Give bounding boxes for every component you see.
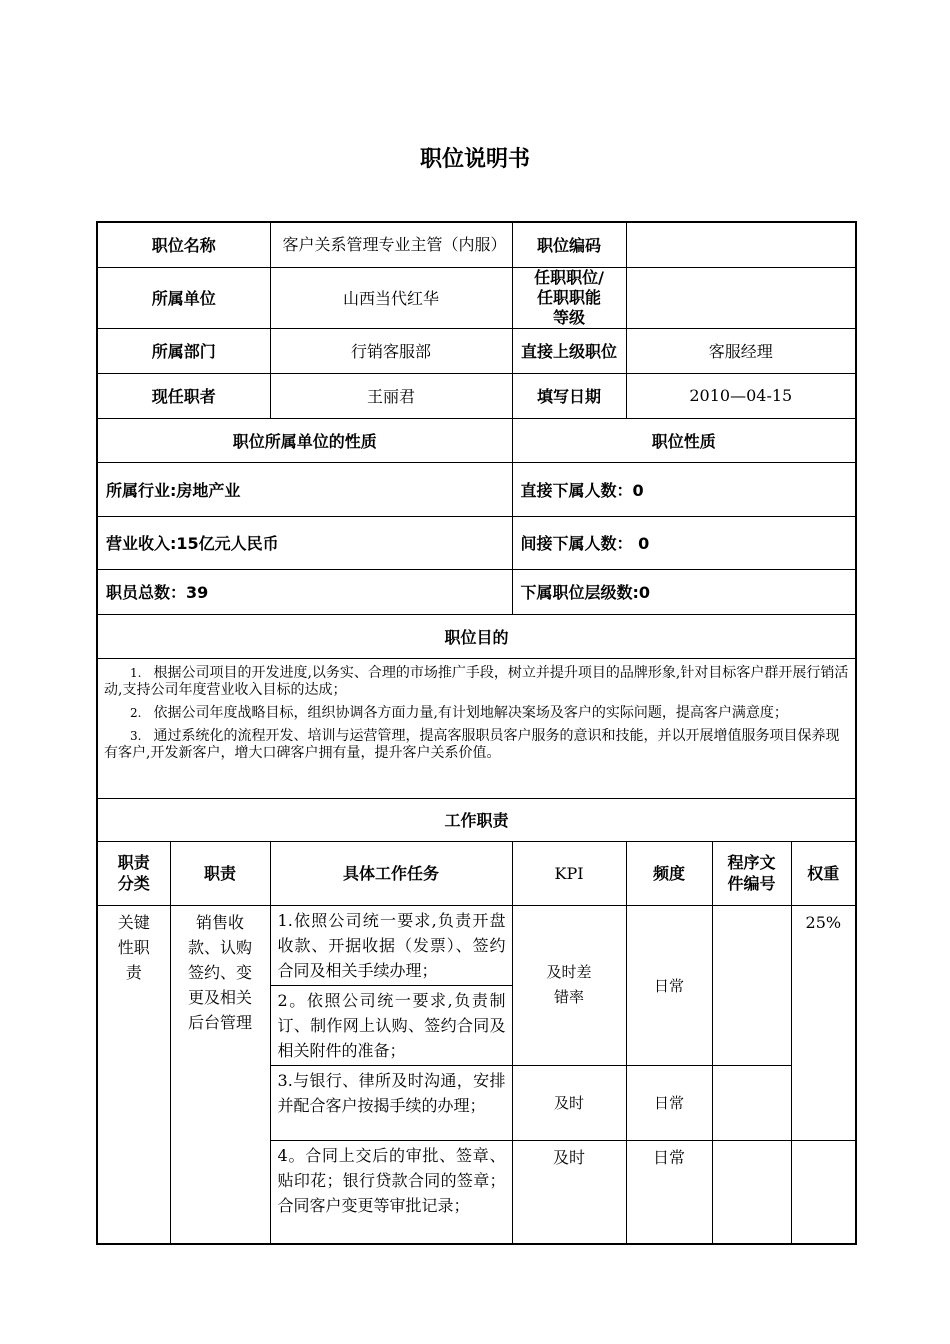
label-fill-date: 填写日期 [512,373,626,418]
label-supervisor: 直接上级职位 [512,328,626,373]
col-tasks: 具体工作任务 [270,841,512,905]
doc-number-4 [712,1140,791,1244]
total-staff: 职员总数：39 [97,569,512,614]
revenue: 营业收入:15亿元人民币 [97,516,512,569]
direct-reports: 直接下属人数：0 [512,462,856,516]
purpose-item: 3. 通过系统化的流程开发、培训与运营管理，提高客服职员客户服务的意识和技能，并以开展增值服务项目保养现有客户,开发新客户，增大口碑客户拥有量，提升客户关系价值。 [104,727,840,761]
value-position-name: 客户关系管理专业主管（内服） [270,222,512,267]
col-frequency: 频度 [626,841,712,905]
label-grade: 任职职位/任职职能等级 [512,267,626,328]
doc-number-1 [712,905,791,1065]
value-position-code [626,222,856,267]
label-incumbent: 现任职者 [97,373,270,418]
col-kpi: KPI [512,841,626,905]
task-4: 4。合同上交后的审批、签章、贴印花；银行贷款合同的签章；合同客户变更等审批记录； [270,1140,512,1244]
label-unit: 所属单位 [97,267,270,328]
industry: 所属行业:房地产业 [97,462,512,516]
job-description-table [96,221,857,1245]
purpose-item: 1. 根据公司项目的开发进度,以务实、合理的市场推广手段，树立并提升项目的品牌形象,针对目标客户群开展行销活动,支持公司年度营业收入目标的达成； [104,664,849,698]
weight-empty [791,1140,856,1244]
purpose-list [97,658,856,798]
label-department: 所属部门 [97,328,270,373]
purpose-item: 2. 依据公司年度战略目标，组织协调各方面力量,有计划地解决案场及客户的实际问题，提高客户满意度； [130,704,788,721]
col-weight: 权重 [791,841,856,905]
label-position-name: 职位名称 [97,222,270,267]
value-unit: 山西当代红华 [270,267,512,328]
purpose-header: 职位目的 [97,614,856,658]
value-fill-date: 2010—04-15 [626,373,856,418]
task-2: 2。依照公司统一要求,负责制订、制作网上认购、签约合同及相关附件的准备； [270,985,512,1065]
task-1: 1.依照公司统一要求,负责开盘收款、开据收据（发票）、签约合同及相关手续办理； [270,905,512,985]
duties-header: 工作职责 [97,798,856,841]
label-position-code: 职位编码 [512,222,626,267]
doc-number-3 [712,1065,791,1140]
subordinate-levels: 下属职位层级数:0 [512,569,856,614]
kpi-4: 及时 [512,1140,626,1244]
value-incumbent: 王丽君 [270,373,512,418]
freq-1: 日常 [626,905,712,1065]
col-category: 职责分类 [97,841,170,905]
unit-nature-header: 职位所属单位的性质 [97,418,512,462]
freq-3: 日常 [626,1065,712,1140]
document-title: 职位说明书 [419,147,530,172]
duty-name: 销售收款、认购签约、变更及相关后台管理 [170,905,270,1244]
indirect-reports: 间接下属人数： 0 [512,516,856,569]
kpi-1: 及时差错率 [512,905,626,1065]
value-grade [626,267,856,328]
freq-4: 日常 [626,1140,712,1244]
duty-category: 关键性职责 [97,905,170,1244]
col-duty: 职责 [170,841,270,905]
value-supervisor: 客服经理 [626,328,856,373]
position-nature-header: 职位性质 [512,418,856,462]
value-department: 行销客服部 [270,328,512,373]
kpi-3: 及时 [512,1065,626,1140]
col-doc-number: 程序文件编号 [712,841,791,905]
duty-weight: 25% [791,905,856,1140]
task-3: 3.与银行、律所及时沟通，安排并配合客户按揭手续的办理； [270,1065,512,1140]
